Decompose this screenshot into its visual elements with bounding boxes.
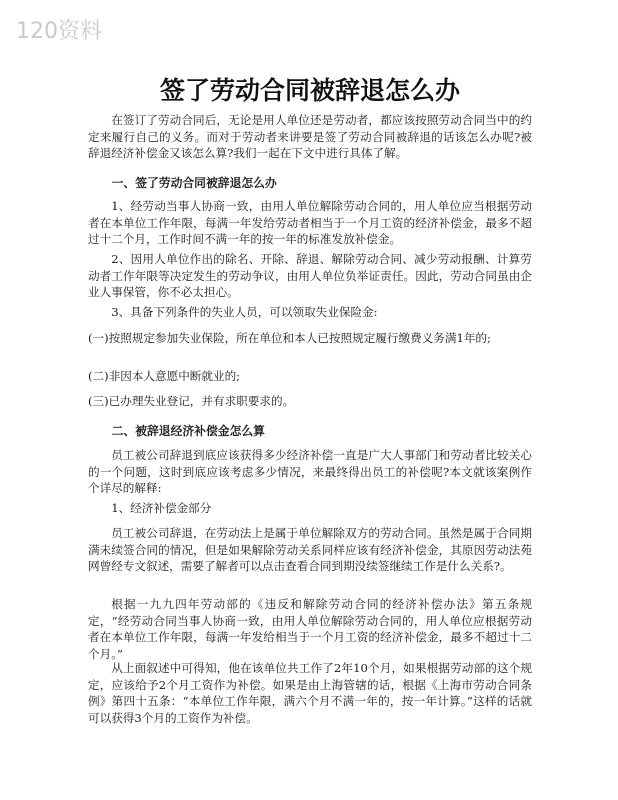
section-2-paragraph-3: 员工被公司辞退，在劳动法上是属于单位解除双方的劳动合同。虽然是属于合同期满未续签合同的情况，但是如果解除劳动关系同样应该有经济补偿金，其原因劳动法苑网曾经专文叙述，需要了解者可以点击查看合同到期没续签继续工作是什么关系?。 [88,526,532,573]
section-2-paragraph-5: 从上面叙述中可得知，他在该单位共工作了2年10个月，如果根据劳动部的这个规定，应该给予2个月工资作为补偿。如果是由上海管辖的话，根据《上海市劳动合同条例》第四十五条：“本单位工作年限，满六个月不满一年的，按一年计算。”这样的话就可以获得3个月的工资作为补偿。 [88,661,532,725]
watermark: 120资料 [16,19,102,44]
page-title: 签了劳动合同被辞退怎么办 [159,76,460,105]
section-1-paragraph-3: 3、具备下列条件的失业人员，可以领取失业保险金: [111,305,378,319]
condition-1: (一)按照规定参加失业保险，所在单位和本人已按照规定履行缴费义务满1年的; [88,331,491,345]
section-1-heading: 一、签了劳动合同被辞退怎么办 [111,176,277,190]
section-2-heading: 二、被辞退经济补偿金怎么算 [111,424,265,438]
section-2-paragraph-1: 员工被公司辞退到底应该获得多少经济补偿一直是广大人事部门和劳动者比较关心的一个问题，这时到底应该考虑多少情况，来最终得出员工的补偿呢?本文就该案例作个详尽的解释: [88,448,532,495]
section-2-paragraph-2: 1、经济补偿金部分 [111,501,212,515]
condition-3: (三)已办理失业登记，并有求职要求的。 [88,394,295,408]
intro-paragraph: 在签订了劳动合同后，无论是用人单位还是劳动者，都应该按照劳动合同当中的约定来履行自己的义务。而对于劳动者来讲要是签了劳动合同被辞退的话该怎么办呢?被辞退经济补偿金又该怎么算?我们一起在下文中进行具体了解。 [88,113,532,160]
section-2-paragraph-4: 根据一九九四年劳动部的《违反和解除劳动合同的经济补偿办法》第五条规定，“经劳动合同当事人协商一致，由用人单位解除劳动合同的，用人单位应根据劳动者在本单位工作年限，每满一年发给相当于一个月工资的经济补偿金，最多不超过十二个月。” [88,597,532,661]
section-1-paragraph-1: 1、经劳动当事人协商一致，由用人单位解除劳动合同的，用人单位应当根据劳动者在本单位工作年限，每满一年发给劳动者相当于一个月工资的经济补偿金，最多不超过十二个月，工作时间不满一年的按一年的标准发放补偿金。 [88,199,532,246]
condition-2: (二)非因本人意愿中断就业的; [88,369,241,383]
section-1-paragraph-2: 2、因用人单位作出的除名、开除、辞退、解除劳动合同、减少劳动报酬、计算劳动者工作年限等决定发生的劳动争议，由用人单位负举证责任。因此，劳动合同虽由企业人事保管，你不必太担心。 [88,252,532,299]
